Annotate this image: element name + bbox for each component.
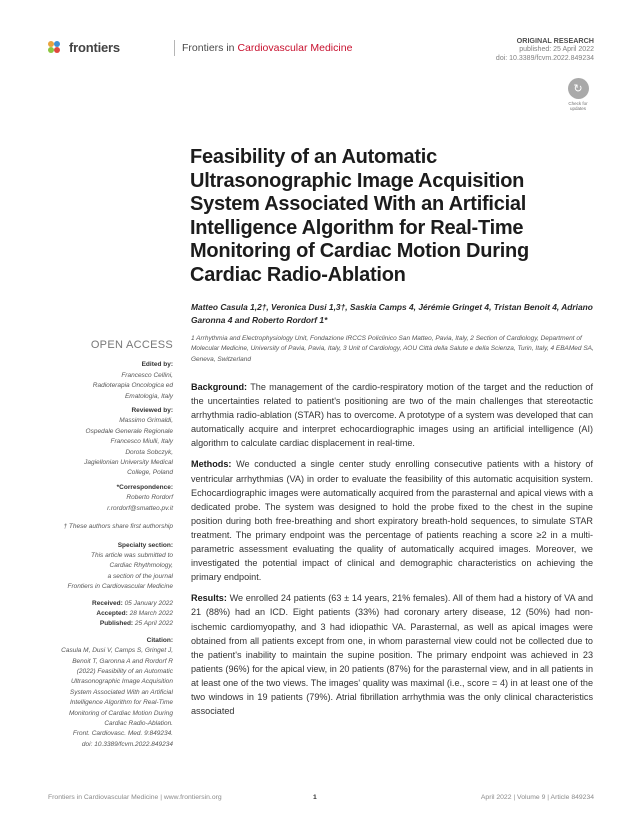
- results-heading: Results:: [191, 593, 227, 604]
- journal-name[interactable]: [182, 42, 352, 54]
- accepted-label: Accepted:: [96, 609, 128, 617]
- brand-name: frontiers: [69, 40, 120, 55]
- citation-section: [48, 636, 173, 750]
- check-updates-icon: ↻: [568, 78, 589, 99]
- reviewed-by-heading: Reviewed by:: [131, 407, 173, 415]
- abstract-results: [191, 591, 593, 718]
- correspondence-heading: *Correspondence:: [116, 483, 173, 491]
- published-value: 25 April 2022: [134, 620, 173, 628]
- citation-line: (2022) Feasibility of an Automatic: [76, 667, 173, 675]
- citation-line: Benoit T, Garonna A and Rordorf R: [72, 657, 173, 665]
- citation-heading: Citation:: [146, 636, 173, 644]
- editor-line: Ematologia, Italy: [124, 392, 173, 400]
- citation-line: Cardiac Radio-Ablation.: [104, 720, 173, 727]
- published-label: Published:: [99, 620, 134, 628]
- background-text: The management of the cardio-respiratory motion of the target and the reduction of the uncertainties related to patient's positioning are two of the main challenges that stereotactic arrhythmia radio-ablation (STAR) has to overcome. A prototype of a system was developed that can automatically acquire and interpret echocardiographic images using an artificial intelligence (AI) algorithm to calculate cardiac displacement in real-time.: [191, 382, 593, 449]
- author-list[interactable]: Matteo Casula 1,2†, Veronica Dusi 1,3†, Saskia Camps 4, Jérémie Gringet 4, Tristan Benoit 4, Adriano Garonna 4 and Roberto Rordorf 1*: [191, 302, 593, 325]
- specialty-line: Cardiac Rhythmology,: [109, 562, 173, 570]
- abstract-methods: [191, 457, 593, 584]
- journal-prefix: Frontiers in: [182, 42, 235, 54]
- results-text: We enrolled 24 patients (63 ± 14 years, 21% females). All of them had a history of VA and 21 (88%) had an ICD. Eight patients (33%) had coronary artery disease, 12 (50%) had non-ischemic cardiomyopathy, and 3 had idiopathic VA. Parasternal, as well as apical images were obtained from all patients except from one, in whom parasternal view could not be collected due to the patient's inability to maintain the supine position. The primary endpoint was achieved in 23 patients (96%) for the apical view, in 20 patients (87%) for the parasternal view, and in all patients in at least one of the two views. The images' quality was maximal (i.e., score = 4) in at least one of the two windows in 19 patients (79%). Atrial fibrillation arrhythmia was the only clinical characteristics associated: [191, 593, 593, 717]
- open-access-label[interactable]: OPEN ACCESS: [90, 339, 173, 351]
- reviewer-line: College, Poland: [127, 469, 173, 477]
- article-title: Feasibility of an Automatic Ultrasonographic Image Acquisition System Associated With an Artificial Intelligence Algorithm for Real-Time Monitoring of Cardiac Motion During Cardiac Radio-Ablation: [190, 146, 529, 286]
- reviewer-line: Jagiellonian University Medical: [84, 459, 173, 467]
- citation-line: Ultrasonographic Image Acquisition: [70, 678, 173, 686]
- affiliations: 1 Arrhythmia and Electrophysiology Unit, Fondazione IRCCS Policlinico San Matteo, Pavia, Italy, 2 Section of Cardiology, Department of Molecular Medicine, University of Pavia, Pavia, Italy, 3 Unit of Cardiology, AOU Città della Salute e della Scienza, Turin, Italy, 4 EBAMed SA, Geneva, Switzerland: [191, 335, 594, 363]
- frontiers-logo-icon: [48, 41, 64, 55]
- frontiers-logo[interactable]: [48, 40, 120, 55]
- editor-line: Radioterapia Oncologica ed: [92, 382, 173, 390]
- specialty-line: Frontiers in Cardiovascular Medicine: [67, 583, 173, 591]
- published-date-sidebar: [48, 619, 173, 629]
- citation-line: Front. Cardiovasc. Med. 9:849234.: [72, 730, 173, 738]
- check-updates-label: Check for updates: [568, 101, 588, 111]
- doi-link[interactable]: doi: 10.3389/fcvm.2022.849234: [495, 55, 594, 62]
- accepted-value: 28 March 2022: [129, 609, 173, 617]
- journal-title: Cardiovascular Medicine: [237, 42, 353, 54]
- header-divider: [174, 40, 175, 56]
- citation-line: Intelligence Algorithm for Real-Time: [69, 699, 173, 707]
- specialty-section: [48, 541, 173, 593]
- specialty-line: a section of the journal: [107, 572, 173, 580]
- citation-line: Monitoring of Cardiac Motion During: [68, 709, 173, 717]
- article-sidebar: [48, 340, 173, 754]
- citation-line: Casula M, Dusi V, Camps S, Gringet J,: [61, 647, 173, 655]
- background-heading: Background:: [191, 382, 248, 392]
- article-meta: [496, 36, 594, 63]
- footer-issue-info: April 2022 | Volume 9 | Article 849234: [480, 794, 594, 801]
- reviewer-line: Francesco Miulli, Italy: [110, 438, 173, 446]
- methods-text: We conducted a single center study enrolling consecutive patients with a history of ventricular arrhythmias (VA) in order to evaluate the feasibility of this automatic acquisition system. Echocardiographic images were automatically acquired from the parasternal and apical views with a dedicated probe. The system was designed to hold the probe fixed to the chest in the supine position during both free-breathing and short expiratory breath-hold sequences, to simulate STAR treatment. The primary endpoint was the percentage of patients reaching a score ≥2 in a multi-parametric assessment evaluating the quality of automatically acquired images. Moreover, we investigated the potential impact of clinical and demographic characteristics on achieving the primary endpoint.: [191, 459, 593, 583]
- footer-journal-link[interactable]: Frontiers in Cardiovascular Medicine | www.frontiersin.org: [48, 794, 222, 801]
- article-dates: [48, 599, 173, 630]
- published-date: published: 25 April 2022: [519, 46, 594, 53]
- editor-line: Francesco Cellini,: [121, 371, 173, 379]
- correspondence-email[interactable]: r.rordorf@smatteo.pv.it: [107, 504, 173, 512]
- reviewer-line: Ospedale Generale Regionale: [85, 427, 173, 435]
- edited-by-section: [48, 360, 173, 402]
- received-date: [48, 599, 173, 609]
- citation-doi[interactable]: doi: 10.3389/fcvm.2022.849234: [81, 740, 173, 748]
- reviewer-line: Massimo Grimaldi,: [119, 417, 173, 425]
- article-type: ORIGINAL RESEARCH: [516, 36, 594, 45]
- specialty-line: This article was submitted to: [90, 551, 173, 559]
- methods-heading: Methods:: [191, 459, 232, 470]
- abstract: [191, 380, 593, 725]
- page-header: [48, 36, 594, 64]
- abstract-background: [191, 380, 593, 450]
- edited-by-heading: Edited by:: [141, 361, 173, 369]
- correspondence-section: [48, 483, 173, 514]
- correspondence-name: Roberto Rordorf: [126, 494, 173, 502]
- specialty-heading: Specialty section:: [117, 541, 173, 549]
- equal-contribution-note: † These authors share first authorship: [63, 523, 173, 531]
- check-for-updates-button[interactable]: [563, 78, 593, 114]
- citation-line: System Associated With an Artificial: [69, 688, 173, 696]
- reviewer-line: Dorota Sobczyk,: [125, 448, 173, 456]
- received-label: Received:: [92, 599, 123, 607]
- reviewed-by-section: [48, 406, 173, 479]
- accepted-date: [48, 609, 173, 619]
- received-value: 05 January 2022: [124, 599, 173, 607]
- page-number: 1: [313, 794, 317, 801]
